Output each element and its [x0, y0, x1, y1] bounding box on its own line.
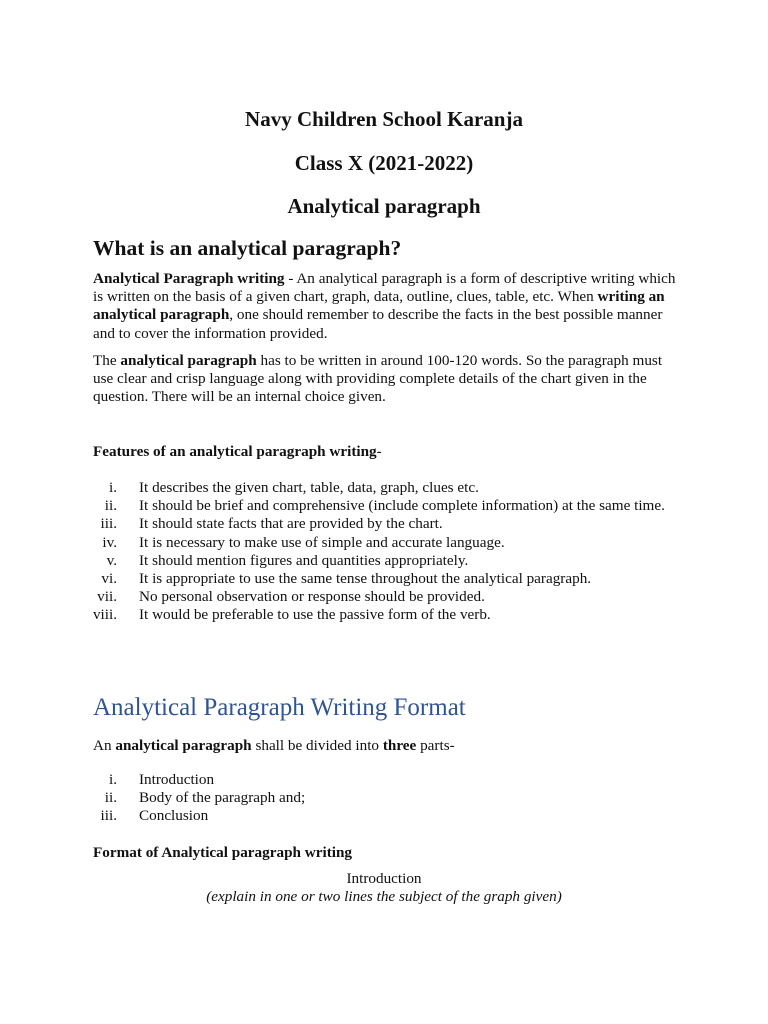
subject-title: Analytical paragraph — [287, 194, 481, 218]
intro-p2-text-2: has to be written in around 100-120 words. So the paragraph must use clear and crisp language along with providing complete details of the chart given in the question. There will be an internal choice given. — [93, 352, 663, 406]
list-item-text: Introduction — [139, 771, 215, 788]
list-number: ii. — [104, 497, 117, 515]
format-heading — [93, 844, 683, 862]
features-list — [0, 479, 680, 625]
parts-intro-line — [93, 737, 683, 755]
parts-line-bold-1: analytical paragraph — [115, 737, 252, 754]
parts-line-bold-2: three — [382, 737, 417, 754]
intro-paragraph-2 — [93, 352, 683, 407]
features-heading — [93, 443, 382, 461]
list-item — [0, 807, 680, 825]
parts-line-text-1: An — [93, 737, 116, 754]
list-item — [0, 588, 680, 606]
introduction-label: Introduction — [346, 870, 422, 887]
format-section-heading: Analytical Paragraph Writing Format — [93, 694, 466, 721]
parts-list — [0, 771, 680, 826]
list-item-text: It describes the given chart, table, data, graph, clues etc. — [139, 479, 479, 496]
list-item — [0, 515, 680, 533]
list-item-text: Body of the paragraph and; — [139, 789, 306, 807]
list-item-text: It should be brief and comprehensive (include complete information) at the same time. — [139, 497, 665, 515]
intro-paragraph-1 — [93, 270, 683, 343]
list-item-text: It should state facts that are provided by the chart. — [139, 515, 443, 533]
parts-line-text-2: shall be divided into — [251, 737, 383, 754]
list-item-text: It is appropriate to use the same tense throughout the analytical paragraph. — [139, 570, 592, 588]
list-number: iii. — [100, 807, 117, 825]
intro-p1-text-2: , one should remember to describe the facts in the best possible manner and to cover the information provided. — [93, 306, 663, 342]
what-is-heading: What is an analytical paragraph? — [93, 236, 402, 260]
list-item — [0, 771, 680, 789]
list-item-text: It would be preferable to use the passive form of the verb. — [139, 606, 491, 624]
intro-p1-text-1: - An analytical paragraph is a form of descriptive writing which is written on the basis of a given chart, graph, data, outline, clues, table, etc. When — [93, 270, 676, 306]
list-number: vii. — [97, 588, 117, 606]
list-number: viii. — [92, 606, 117, 624]
parts-line-text-3: parts- — [416, 737, 455, 754]
list-item — [0, 534, 680, 552]
list-number: vi. — [101, 570, 117, 588]
class-title: Class X (2021-2022) — [294, 151, 474, 175]
intro-p1-bold-2: writing an analytical paragraph — [93, 288, 665, 324]
school-title: Navy Children School Karanja — [245, 107, 523, 131]
list-item-text: No personal observation or response should be provided. — [139, 588, 485, 606]
format-heading-bold: Format of Analytical paragraph writing — [93, 844, 353, 861]
intro-p2-text-1: The — [93, 352, 121, 369]
intro-p1-bold-1: Analytical Paragraph writing — [93, 270, 285, 287]
features-heading-tail: - — [376, 443, 382, 460]
list-item — [0, 497, 680, 515]
list-item — [0, 552, 680, 570]
list-number: v. — [106, 551, 117, 569]
list-item — [0, 789, 680, 807]
list-item-text: It should mention figures and quantities appropriately. — [139, 551, 469, 569]
list-item — [0, 570, 680, 588]
introduction-note: (explain in one or two lines the subject of the graph given) — [206, 888, 562, 905]
list-number: i. — [108, 479, 117, 496]
list-number: i. — [108, 771, 117, 788]
intro-p2-bold-1: analytical paragraph — [120, 352, 257, 369]
features-heading-bold: Features of an analytical paragraph writing — [93, 443, 377, 460]
list-item-text: It is necessary to make use of simple and accurate language. — [139, 533, 505, 551]
list-number: ii. — [104, 789, 117, 807]
list-item-text: Conclusion — [139, 807, 209, 825]
list-item — [0, 606, 680, 624]
list-number: iv. — [102, 533, 117, 551]
list-item — [0, 479, 680, 497]
list-number: iii. — [100, 515, 117, 533]
